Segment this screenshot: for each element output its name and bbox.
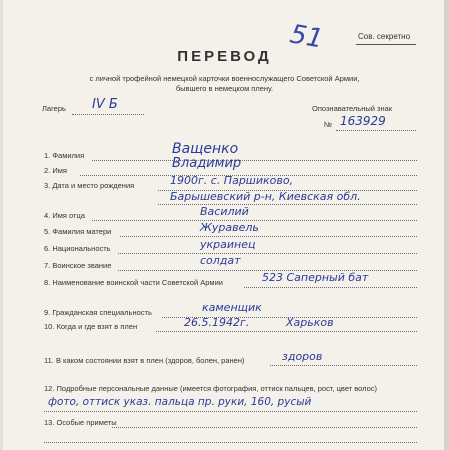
tag-prefix: № (324, 120, 333, 129)
subtitle-line-1: с личной трофейной немецкой карточки военнослужащего Советской Армии, (89, 74, 360, 83)
secrecy-underline (356, 44, 416, 45)
field-8-value: 523 Саперный бат (262, 271, 369, 284)
tag-label: Опознавательный знак (312, 104, 393, 113)
field-9-value: каменщик (202, 301, 262, 314)
field-2-value: Владимир (172, 156, 242, 171)
field-3-line-2 (158, 204, 417, 205)
field-10-line (156, 331, 417, 332)
field-4-label: 4. Имя отца (44, 211, 85, 220)
handwritten-number: 51 (287, 19, 326, 55)
field-3-label: 3. Дата и место рождения (44, 181, 135, 190)
field-11-label: 11. В каком состоянии взят в плен (здоров, болен, ранен) (44, 356, 245, 365)
document-title: ПЕРЕВОД (177, 48, 272, 65)
field-12-label: 12. Подробные персональные данные (имеется фотография, оттиск пальцев, рост, цвет волос) (44, 384, 378, 393)
field-12-line (44, 411, 417, 412)
field-5-value: Журавель (200, 221, 259, 234)
field-7-value: солдат (200, 254, 241, 267)
page-edge-left (0, 0, 3, 450)
field-10-value-2: Харьков (286, 316, 334, 329)
camp-line (72, 114, 144, 115)
field-6-line (118, 253, 417, 254)
field-1-label: 1. Фамилия (44, 151, 85, 160)
field-10-label: 10. Когда и где взят в плен (44, 322, 138, 331)
field-6-label: 6. Национальность (44, 244, 111, 253)
field-13-line-2 (44, 442, 417, 443)
field-6-value: украинец (200, 238, 256, 251)
field-12-value: фото, оттиск указ. пальца пр. руки, 160, русый (48, 396, 312, 408)
camp-label: Лагерь (42, 104, 66, 113)
field-4-value: Василий (200, 205, 249, 218)
camp-value: IV Б (92, 97, 118, 112)
page-edge-right (444, 0, 449, 450)
field-10-value: 26.5.1942г. (184, 316, 250, 329)
field-13-label: 13. Особые приметы (44, 418, 117, 427)
field-13-line (112, 427, 417, 428)
field-11-value: здоров (282, 350, 323, 363)
field-11-line (270, 365, 417, 366)
field-3-value-2: Барышевский р-н, Киевская обл. (170, 190, 361, 203)
field-1-line (92, 160, 417, 161)
field-5-line (120, 236, 417, 237)
secrecy-stamp: Сов. секретно (358, 32, 411, 41)
tag-value: 163929 (340, 114, 386, 128)
field-8-line (244, 287, 417, 288)
field-2-label: 2. Имя (44, 166, 67, 175)
subtitle-line-2: бывшего в немецком плену. (175, 84, 274, 93)
field-7-label: 7. Воинское звание (44, 261, 112, 270)
field-8-label: 8. Наименование воинской части Советской Армии (44, 278, 223, 287)
field-1-value: Ващенко (172, 141, 239, 157)
field-9-label: 9. Гражданская специальность (44, 308, 152, 317)
field-5-label: 5. Фамилия матери (44, 227, 112, 236)
field-3-value: 1900г. с. Паршиково, (170, 174, 294, 187)
tag-line (336, 130, 416, 131)
